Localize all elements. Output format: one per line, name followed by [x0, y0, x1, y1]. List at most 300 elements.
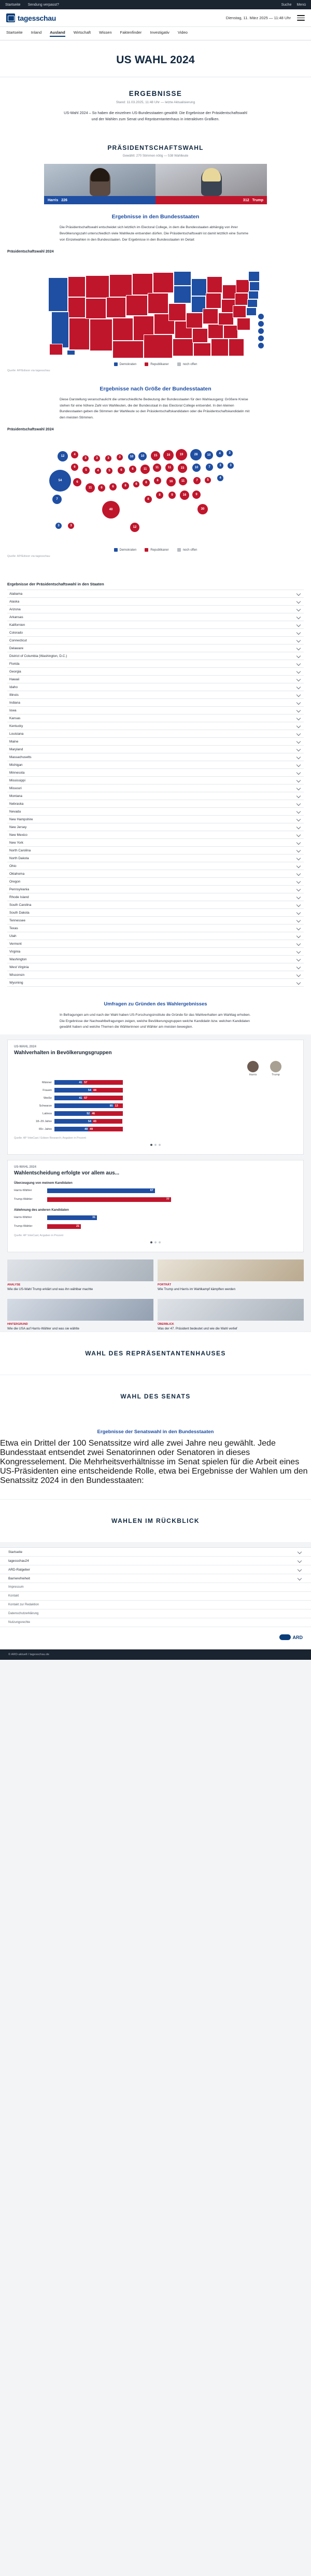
teaser-kicker: ÜBERBLICK — [158, 1323, 174, 1326]
demographic-bar-track — [54, 1088, 297, 1093]
demographic-bar-track — [54, 1111, 297, 1116]
footer-brand-row — [0, 1627, 311, 1649]
teaser-title: Was der 47. Präsident bedeutet und wie die Wahl verlief — [158, 1327, 237, 1331]
state-accordion-row[interactable] — [7, 621, 304, 629]
motivation-bar-row — [14, 1187, 297, 1194]
rep-bar: 57 — [83, 1080, 123, 1085]
ard-logo[interactable] — [279, 1634, 303, 1640]
chevron-down-icon — [296, 763, 301, 767]
motivation-label: Trump-Wähler — [14, 1198, 33, 1201]
footer-link-label: Startseite — [8, 1550, 22, 1554]
survey-heading: Umfragen zu Gründen des Wahlergebnisses — [104, 1001, 207, 1007]
footer-link-label: ARD-Ratgeber — [8, 1567, 30, 1572]
state-accordion-row[interactable] — [7, 878, 304, 886]
chevron-down-icon — [296, 942, 301, 946]
trump-photo — [156, 164, 267, 196]
demographic-label: Männer — [42, 1081, 52, 1084]
state-name: Michigan — [9, 763, 23, 767]
candidate-card-harris — [44, 164, 156, 204]
rep-bar: 49 — [89, 1127, 123, 1131]
state-name: Arkansas — [9, 615, 23, 619]
chevron-down-icon — [296, 918, 301, 922]
footer-legal-label: Nutzungsrechte — [8, 1621, 31, 1625]
accordion-title: Ergebnisse der Präsidentschaftswahl in den Staaten — [7, 582, 104, 587]
page-hero — [0, 40, 311, 77]
house-section — [0, 1332, 311, 1375]
main-navigation — [0, 27, 311, 40]
chevron-down-icon — [296, 794, 301, 798]
footer-legal-row[interactable] — [0, 1601, 311, 1609]
nav-item-wirtschaft[interactable]: Wirtschaft — [73, 30, 91, 35]
logo-text: tagesschau — [18, 13, 56, 22]
chevron-down-icon — [296, 825, 301, 829]
search-icon[interactable]: Suche — [281, 3, 292, 7]
chevron-down-icon — [296, 841, 301, 845]
state-name: Florida — [9, 662, 20, 666]
cartogram-section — [0, 376, 311, 562]
card1-title: Wahlverhalten in Bevölkerungsgruppen — [14, 1049, 112, 1056]
menu-label[interactable]: Menü — [296, 3, 306, 7]
candidate-card-trump — [156, 164, 267, 204]
state-name: Hawaii — [9, 677, 20, 681]
teaser-title: Wie Trump und Harris im Wahlkampf kämpften werden — [158, 1287, 236, 1291]
state-name: South Dakota — [9, 911, 30, 915]
state-name: Tennessee — [9, 918, 25, 922]
chevron-down-icon — [296, 646, 301, 650]
copyright-text: © ARD-aktuell / tagesschau.de — [8, 1653, 50, 1657]
footer — [0, 1547, 311, 1649]
cartogram-legend — [0, 548, 311, 552]
chevron-down-icon — [296, 677, 301, 681]
state-accordion-row[interactable] — [7, 683, 304, 691]
footer-legal-label: Datenschutzerklärung — [8, 1612, 39, 1616]
nav-item-investigativ[interactable]: Investigativ — [150, 30, 169, 35]
state-accordion-row[interactable] — [7, 917, 304, 925]
state-accordion-row[interactable] — [7, 823, 304, 831]
chevron-down-icon — [296, 654, 301, 658]
retrospective-heading: WAHLEN IM RÜCKBLICK — [111, 1517, 200, 1525]
state-name: Iowa — [9, 708, 17, 712]
state-name: Texas — [9, 926, 18, 930]
chevron-down-icon — [296, 662, 301, 666]
state-accordion-row[interactable] — [7, 668, 304, 676]
state-name: Louisiana — [9, 732, 24, 736]
state-accordion-row[interactable] — [7, 722, 304, 730]
state-name: Rhode Island — [9, 895, 29, 899]
rep-bar: 57 — [83, 1096, 123, 1100]
nav-item-faktenfinder[interactable]: Faktenfinder — [120, 30, 142, 35]
chevron-down-icon — [296, 716, 301, 720]
state-name: Nebraska — [9, 802, 24, 806]
state-accordion-row[interactable] — [7, 761, 304, 769]
ard-bubble-icon — [279, 1634, 291, 1640]
demographic-label: Schwarze — [39, 1104, 52, 1108]
state-results-accordion-section — [0, 562, 311, 991]
nav-item-wissen[interactable]: Wissen — [99, 30, 112, 35]
teaser-kicker: PORTRÄT — [158, 1283, 172, 1286]
nav-item-video[interactable]: Video — [177, 30, 188, 35]
senate-detail-heading: Ergebnisse der Senatswahl in den Bundesstaaten — [97, 1429, 214, 1435]
state-accordion-row[interactable] — [7, 753, 304, 761]
card2-eyebrow: US-WAHL 2024 — [14, 1165, 36, 1169]
presidential-subtitle: Gewählt: 270 Stimmen nötig — 538 Wahlleute — [122, 154, 189, 158]
chevron-down-icon — [296, 623, 301, 627]
card2-carousel-dots[interactable] — [14, 1241, 297, 1243]
legend-rep-2: Republikaner — [150, 548, 169, 552]
state-accordion-row[interactable] — [7, 792, 304, 800]
state-accordion-row[interactable] — [7, 606, 304, 613]
state-accordion-row[interactable] — [7, 707, 304, 715]
teaser-title: Wie die USA auf Harris-Wähler und was sie wählte — [7, 1327, 79, 1331]
rep-bar: 44 — [92, 1088, 123, 1093]
demographic-bar-row — [14, 1103, 297, 1109]
teaser-title: Wie die US-Wahl Trump erklärt und was ihn wählbar machte — [7, 1287, 93, 1291]
chevron-down-icon — [296, 872, 301, 876]
senate-section — [0, 1375, 311, 1418]
chevron-down-icon — [296, 926, 301, 930]
nav-item-inland[interactable]: Inland — [31, 30, 42, 35]
chevron-down-icon — [296, 949, 301, 954]
utility-link-sendung[interactable]: Sendung verpasst? — [27, 3, 59, 7]
masthead — [0, 9, 311, 27]
state-name: Maine — [9, 739, 19, 744]
presidential-result — [0, 136, 311, 204]
state-accordion-row[interactable] — [7, 839, 304, 847]
us-bubble-cartogram[interactable]: 54 12 4 6 7 6 3 5 11 3 4 6 40 3 5 6 3 6 8 10 6 6 10 11 8 8 15 11 8 8 16 11 16 9 19 15 11 16 28 10 7 9 30 10 7 5 4 3 4 3 3 12 3 3 — [44, 433, 267, 545]
teaser-thumbnail — [7, 1259, 153, 1281]
state-accordion-row[interactable] — [7, 816, 304, 823]
card1-candidate-harris — [247, 1061, 259, 1076]
state-accordion-row[interactable] — [7, 971, 304, 979]
state-name: Washington — [9, 957, 27, 961]
state-map-source: Quelle: AP/Edison via tagesschau — [7, 369, 50, 373]
state-name: Missouri — [9, 786, 22, 790]
chevron-down-icon — [296, 778, 301, 782]
footer-legal-row[interactable] — [0, 1592, 311, 1601]
teaser-item[interactable] — [158, 1259, 304, 1292]
dem-bar: 54 — [54, 1088, 92, 1093]
state-name: Pennsylvania — [9, 887, 30, 891]
state-name: New York — [9, 841, 23, 845]
state-name: Alabama — [9, 592, 23, 596]
teaser-thumbnail — [7, 1299, 153, 1321]
card2-source: Quelle: AP VoteCast; Angaben in Prozent — [14, 1234, 64, 1237]
state-accordion-row[interactable] — [7, 730, 304, 738]
senate-heading: WAHL DES SENATS — [120, 1393, 191, 1401]
retrospective-section — [0, 1499, 311, 1542]
motivation-bar: 31 — [47, 1215, 97, 1220]
chevron-down-icon — [296, 833, 301, 837]
demographic-label: Weiße — [43, 1096, 52, 1100]
demographic-bar-row — [14, 1087, 297, 1094]
teaser-item[interactable] — [7, 1259, 153, 1292]
state-accordion-row[interactable] — [7, 925, 304, 932]
state-name: Minnesota — [9, 771, 25, 775]
state-accordion-row[interactable] — [7, 909, 304, 917]
house-heading: WAHL DES REPRÄSENTANTENHAUSES — [85, 1350, 226, 1357]
state-accordion-row[interactable] — [7, 777, 304, 785]
survey-section-header — [0, 991, 311, 1010]
footer-legal-row[interactable] — [0, 1609, 311, 1618]
chevron-down-icon — [296, 693, 301, 697]
state-name: Arizona — [9, 607, 21, 611]
demographic-label: 65+ Jahre — [38, 1127, 52, 1131]
state-accordion-row[interactable] — [7, 676, 304, 683]
tagesschau-logo[interactable] — [6, 13, 56, 22]
state-map-sublabel: Präsidentschaftswahl 2024 — [7, 250, 54, 254]
card1-source: Quelle: AP VoteCast / Edison Research; Angaben in Prozent — [14, 1136, 86, 1140]
state-name: Delaware — [9, 646, 23, 650]
page-title: US WAHL 2024 — [116, 54, 195, 66]
state-accordion-row[interactable] — [7, 613, 304, 621]
state-name: Alaska — [9, 599, 20, 604]
card1-harris-label: Harris — [249, 1073, 257, 1076]
dem-bar: 41 — [54, 1096, 83, 1100]
hamburger-menu-icon[interactable] — [297, 15, 305, 21]
dem-bar: 41 — [54, 1080, 83, 1085]
chevron-down-icon — [296, 856, 301, 860]
motivation-bar: 77 — [47, 1197, 171, 1202]
presidential-heading: PRÄSIDENTSCHAFTSWAHL — [107, 144, 204, 152]
motivation-bar-row — [14, 1196, 297, 1203]
state-name: New Jersey — [9, 825, 27, 829]
state-accordion-row[interactable] — [7, 652, 304, 660]
footer-legal-label: Impressum — [8, 1586, 24, 1589]
dem-bar: 85 — [54, 1103, 114, 1108]
motivation-bar-row — [14, 1223, 297, 1230]
harris-name: Harris — [48, 198, 59, 202]
chart-card-demographics — [7, 1040, 304, 1155]
chevron-down-icon — [296, 848, 301, 852]
state-map-legend — [0, 362, 311, 366]
state-accordion-row[interactable] — [7, 645, 304, 652]
motivation-label: Harris-Wähler — [14, 1216, 32, 1220]
teaser-kicker: HINTERGRUND — [7, 1323, 28, 1326]
chevron-down-icon — [296, 981, 301, 985]
teaser-row-2 — [7, 1299, 304, 1332]
state-name: Massachusetts — [9, 755, 32, 759]
chevron-down-icon — [296, 631, 301, 635]
footer-row[interactable] — [0, 1557, 311, 1565]
teaser-thumbnail — [158, 1259, 304, 1281]
state-name: Indiana — [9, 701, 20, 705]
state-name: West Virginia — [9, 965, 29, 969]
chevron-down-icon — [296, 592, 301, 596]
state-accordion-row[interactable] — [7, 699, 304, 707]
motivation-label: Harris-Wähler — [14, 1189, 32, 1193]
state-accordion-row[interactable] — [7, 590, 304, 598]
footer-legal-row[interactable] — [0, 1583, 311, 1592]
chevron-down-icon — [296, 599, 301, 604]
demographic-label: Frauen — [43, 1088, 52, 1092]
state-accordion-row[interactable] — [7, 637, 304, 645]
chevron-down-icon — [296, 747, 301, 751]
chevron-down-icon — [296, 965, 301, 969]
state-name: Utah — [9, 934, 17, 938]
state-accordion-list — [7, 590, 304, 987]
chevron-down-icon — [296, 879, 301, 884]
state-accordion-row[interactable] — [7, 691, 304, 699]
footer-legal-label: Kontakt — [8, 1594, 19, 1598]
dem-bar: 54 — [54, 1119, 92, 1124]
chevron-down-icon — [296, 802, 301, 806]
state-map-heading: Ergebnisse in den Bundesstaaten — [111, 214, 200, 220]
teaser-row-1 — [7, 1259, 304, 1292]
chevron-down-icon — [296, 607, 301, 611]
card1-trump-label: Trump — [272, 1073, 280, 1076]
chevron-down-icon — [296, 864, 301, 868]
state-accordion-row[interactable] — [7, 870, 304, 878]
card2-title: Wahlentscheidung erfolgte vor allem aus... — [14, 1170, 120, 1176]
state-accordion-row[interactable] — [7, 855, 304, 862]
motivation-bar-row — [14, 1214, 297, 1221]
state-accordion-row[interactable] — [7, 831, 304, 839]
nav-item-startseite[interactable]: Startseite — [6, 30, 23, 35]
ard-label: ARD — [292, 1634, 303, 1640]
chevron-down-icon — [296, 615, 301, 619]
state-name: District of Columbia (Washington, D.C.) — [9, 654, 67, 658]
footer-legal-label: Kontakt zur Redaktion — [8, 1603, 39, 1607]
state-accordion-row[interactable] — [7, 598, 304, 606]
rep-bar: 46 — [91, 1111, 123, 1116]
demographic-bar-row — [14, 1126, 297, 1132]
teaser-item[interactable] — [158, 1299, 304, 1332]
chevron-down-icon — [296, 934, 301, 938]
state-accordion-row[interactable] — [7, 862, 304, 870]
state-name: Oklahoma — [9, 872, 25, 876]
legend-dem-2: Demokraten — [119, 548, 137, 552]
chevron-down-icon — [296, 895, 301, 899]
card2-group1-label: Überzeugung von meinem Kandidaten — [14, 1181, 73, 1185]
motivation-bar: 21 — [47, 1224, 81, 1229]
state-accordion-row[interactable] — [7, 800, 304, 808]
dem-bar: 52 — [54, 1111, 91, 1116]
chevron-down-icon — [296, 739, 301, 744]
chevron-down-icon — [296, 973, 301, 977]
last-updated: Stand: 11.03.2025, 11:48 Uhr — letzte Aktualisierung — [116, 101, 195, 104]
state-name: New Mexico — [9, 833, 27, 837]
state-accordion-row[interactable] — [7, 715, 304, 722]
card-carousel-dots[interactable] — [14, 1144, 297, 1146]
rep-bar: 13 — [114, 1103, 123, 1108]
harris-result-bar — [44, 196, 156, 204]
state-accordion-row[interactable] — [7, 660, 304, 668]
state-accordion-row[interactable] — [7, 629, 304, 637]
cartogram-text: Diese Darstellung veranschaulicht die unterschiedliche Bedeutung der Bundesstaaten für den Wahlausgang: Größere Kreise stehen für eine höhere Zahl von Wahlleuten, die der Bundesstaat in das Electoral College entsendet. In den kleinen Bundesstaaten geben die Stimmen der Wahlleute so den Präsidentschaftskandidaten oder die Präsidentschaftskandidatin mit den meisten Stimmen. — [60, 398, 250, 419]
state-name: Maryland — [9, 747, 23, 751]
demographic-bar-row — [14, 1118, 297, 1125]
state-accordion-row[interactable] — [7, 847, 304, 855]
teaser-kicker: ANALYSE — [7, 1283, 21, 1286]
state-accordion-row[interactable] — [7, 940, 304, 948]
demographic-bar-track — [54, 1127, 297, 1131]
senate-detail-section — [0, 1418, 311, 1499]
state-accordion-row[interactable] — [7, 738, 304, 746]
senate-detail-text: Etwa ein Drittel der 100 Senatssitze wird alle zwei Jahre neu gewählt. Jede Bundesstaat entsendet zwei Senatorinnen oder Senatoren in dieses Kongresselement. Die Mehrheitsverhältnisse im Senat spielen für die Arbeit eines US-Präsidenten eine entscheidende Rolle, etwa bei Ergebnisse der Wahlen um den Senatssitz 2024 in den Bundesstaaten: — [0, 1439, 308, 1486]
state-accordion-row[interactable] — [7, 808, 304, 816]
cartogram-heading: Ergebnisse nach Größe der Bundesstaaten — [100, 386, 211, 393]
state-map-section — [0, 204, 311, 376]
teaser-item[interactable] — [7, 1299, 153, 1332]
chart-card-motivation — [7, 1160, 304, 1252]
trump-name: Trump — [252, 198, 263, 202]
state-accordion-row[interactable] — [7, 932, 304, 940]
footer-row[interactable] — [0, 1565, 311, 1574]
state-name: Virginia — [9, 949, 21, 954]
footer-legal-row[interactable] — [0, 1618, 311, 1627]
demographic-bar-track — [54, 1096, 297, 1100]
state-accordion-row[interactable] — [7, 963, 304, 971]
nav-item-ausland[interactable]: Ausland — [50, 30, 65, 37]
state-accordion-row[interactable] — [7, 948, 304, 956]
cartogram-source: Quelle: AP/Edison via tagesschau — [7, 555, 50, 558]
chevron-down-icon — [296, 638, 301, 642]
state-accordion-row[interactable] — [7, 769, 304, 777]
state-name: Nevada — [9, 809, 21, 814]
chevron-down-icon — [296, 817, 301, 821]
us-choropleth-map[interactable] — [44, 256, 267, 359]
demographic-bar-track — [54, 1103, 297, 1108]
state-accordion-row[interactable] — [7, 785, 304, 792]
state-accordion-row[interactable] — [7, 956, 304, 963]
footer-row[interactable] — [0, 1548, 311, 1557]
results-lead-text: US-Wahl 2024 – So haben die einzelnen US-Bundesstaaten gewählt: Die Ergebnisse der Präsidentschaftswahl und der Wahlen zum Senat und Repräsentantenhaus in interaktiven Grafiken. — [64, 110, 247, 122]
chevron-down-icon — [296, 708, 301, 712]
harris-electoral-votes: 226 — [61, 198, 67, 202]
footer-link-label: Barrierefreiheit — [8, 1576, 30, 1580]
legend-dem: Demokraten — [119, 362, 137, 366]
chevron-down-icon — [296, 732, 301, 736]
state-name: New Hampshire — [9, 817, 33, 821]
chevron-down-icon — [296, 809, 301, 814]
state-accordion-row[interactable] — [7, 886, 304, 893]
footer-row[interactable] — [0, 1574, 311, 1583]
motivation-bar: 67 — [47, 1188, 155, 1193]
chevron-right-icon — [298, 1576, 302, 1580]
footer-link-label: tagesschau24 — [8, 1559, 29, 1563]
state-name: Georgia — [9, 669, 21, 674]
demographic-bar-row — [14, 1095, 297, 1101]
state-name: South Carolina — [9, 903, 32, 907]
copyright-bar — [0, 1649, 311, 1660]
legend-open: noch offen — [182, 362, 197, 366]
state-accordion-row[interactable] — [7, 901, 304, 909]
state-accordion-row[interactable] — [7, 746, 304, 753]
chevron-right-icon — [298, 1550, 302, 1554]
state-name: Connecticut — [9, 638, 27, 642]
state-accordion-row[interactable] — [7, 979, 304, 987]
cartogram-sublabel: Präsidentschaftswahl 2024 — [7, 428, 54, 432]
card2-group2-label: Ablehnung des anderen Kandidaten — [14, 1208, 69, 1212]
chevron-down-icon — [296, 903, 301, 907]
chevron-down-icon — [296, 755, 301, 759]
chevron-down-icon — [296, 669, 301, 674]
harris-photo — [44, 164, 156, 196]
demographic-bar-track — [54, 1119, 297, 1124]
chevron-down-icon — [296, 911, 301, 915]
state-name: Ohio — [9, 864, 17, 868]
chevron-down-icon — [296, 771, 301, 775]
results-heading: ERGEBNISSE — [129, 90, 182, 97]
chevron-right-icon — [298, 1567, 302, 1572]
demographic-label: 18–29 Jahre — [35, 1119, 52, 1123]
utility-link-startseite[interactable]: Startseite — [5, 3, 21, 7]
chevron-down-icon — [296, 786, 301, 790]
motivation-label: Trump-Wähler — [14, 1225, 33, 1228]
state-name: North Carolina — [9, 848, 31, 852]
chevron-down-icon — [296, 685, 301, 689]
state-accordion-row[interactable] — [7, 893, 304, 901]
